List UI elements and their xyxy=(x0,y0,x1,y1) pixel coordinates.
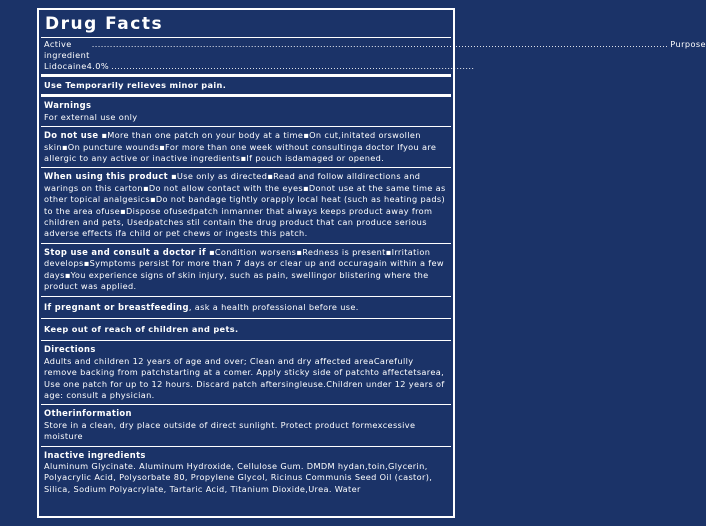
stop-use-section xyxy=(44,244,448,296)
drug-facts-title: Drug Facts xyxy=(45,14,164,34)
pregnant-text: , ask a health professional before use. xyxy=(188,301,359,312)
drug-facts-panel xyxy=(37,8,706,518)
active-ingredient-heading: Active ingredient xyxy=(44,39,90,60)
when-using-text: ▪Use only as directed▪Read and follow alldirections and warings on this carton▪Do not allow contact with the eyes▪Donot use at the same time as other topical analgesics▪Do not bandage tightly orapply local heat (such as heating pads) to the area ofuse▪Dispose ofusedpatch inmanner that always keeps product away from children and pets, Usedpatches stil contain the drug product that can produce serious adverse effects ifa child or pet chews or ingests this patch. xyxy=(44,171,446,239)
pregnant-section xyxy=(44,297,448,318)
warnings-heading: Warnings xyxy=(44,100,92,111)
when-using-heading: When using this product xyxy=(44,171,169,182)
when-using-section xyxy=(44,168,448,242)
active-ingredient-item: Lidocaine4.0% xyxy=(44,61,110,71)
warnings-text: For external use only xyxy=(44,111,138,122)
directions-section xyxy=(44,341,448,404)
keep-out-section xyxy=(44,319,448,340)
purpose-heading: Purpose xyxy=(670,39,706,49)
directions-heading: Directions xyxy=(44,344,96,355)
inactive-text: Aluminum Glycinate. Aluminum Hydroxide, Cellulose Gum. DMDM hydan,toin,Glycerin, Polyacrylic Acid, Polysorbate 80, Propylene Glycol, Ricinus Communis Seed Oil (castor), Silica, Sodium Polyacrylate, Tartaric Acid, Titanium Dioxide,Urea. Water xyxy=(44,460,433,494)
do-not-use-heading: Do not use xyxy=(44,130,99,141)
other-info-section xyxy=(44,405,448,445)
active-ingredient-item-row xyxy=(44,61,475,74)
dot-leader: ................................................................................................................................................................................................ xyxy=(91,39,669,49)
stop-use-text: ▪Condition worsens▪Redness is present▪Irritation develops▪Symptoms persist for more than 7 days or clear up and occuragain within a few days▪You experience signs of skin injury, such as pain, swellingor blistering where the product was applied. xyxy=(44,246,444,292)
active-ingredient-row xyxy=(44,38,706,61)
do-not-use-text: ▪More than one patch on your body at a time▪On cut,initated orswollen skin▪On puncture wounds▪For more than one week without consultinga doctor Ifyou are allergic to any active or inactive ingredients▪If pouch isdamaged or opened. xyxy=(44,130,437,164)
stop-use-heading: Stop use and consult a doctor if xyxy=(44,246,206,257)
uses-text: Use Temporarily relieves minor pain. xyxy=(44,80,227,90)
keep-out-text: Keep out of reach of children and pets. xyxy=(44,323,239,334)
warnings-section xyxy=(44,97,448,126)
inactive-heading: Inactive ingredients xyxy=(44,449,146,460)
pregnant-heading: If pregnant or breastfeeding xyxy=(44,301,189,312)
directions-text: Adults and children 12 years of age and over; Clean and dry affected areaCarefully remove backing from patchstarting at a comer. Apply sticky side of patchto affectetsarea, Use one patch for up to 12 hours. Discard patch aftersingleuse.Children under 12 years of age: consult a physician. xyxy=(44,355,445,400)
other-info-heading: Otherinformation xyxy=(44,408,132,419)
other-info-text: Store in a clean, dry place outside of direct sunlight. Protect product formexcessive moisture xyxy=(44,419,416,442)
inactive-section xyxy=(44,447,448,499)
do-not-use-section xyxy=(44,127,448,167)
uses-section xyxy=(44,77,448,94)
dot-leader: ......................................................................................................................... xyxy=(111,61,475,71)
